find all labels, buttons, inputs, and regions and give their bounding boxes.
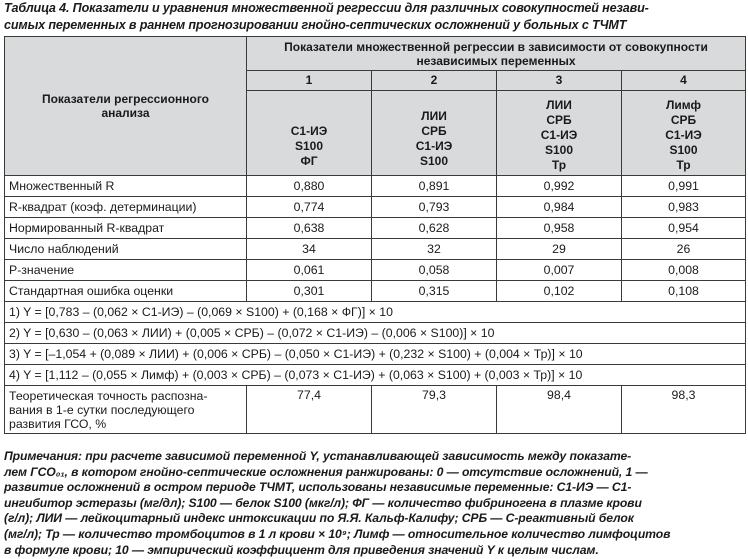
row-value: 0,991 <box>622 176 746 197</box>
row-value: 0,880 <box>247 176 372 197</box>
caption-line-2: симых переменных в раннем прогнозировании гнойно-септических осложнений у больных с ТЧМТ <box>4 18 627 32</box>
col-vars-2-item: С1-ИЭ <box>415 139 453 153</box>
group-header <box>247 37 746 71</box>
col-vars-2-item: ЛИИ <box>421 109 447 123</box>
row-value: 0,992 <box>497 176 622 197</box>
row-value: 0,983 <box>622 197 746 218</box>
col-vars-3 <box>497 91 622 176</box>
table-notes <box>4 449 746 558</box>
notes-line: (мг/л); Тр — количество тромбоцитов в 1 л крови × 10⁹; Лимф — относительное количество лимфоцитов <box>4 526 671 541</box>
left-header <box>5 37 247 176</box>
col-vars-1-item: ФГ <box>300 154 318 168</box>
accuracy-label <box>5 386 247 434</box>
table-row <box>5 239 746 260</box>
col-vars-4-item: Тр <box>676 158 691 172</box>
col-vars-3-item: S100 <box>544 143 574 157</box>
row-value: 0,102 <box>497 281 622 302</box>
notes-line: (г/л); ЛИИ — лейкоцитарный индекс интоксикации по Я.Я. Кальф-Калифу; СРБ — С-реактивный белок <box>4 511 634 526</box>
row-value: 32 <box>372 239 497 260</box>
row-label: Множественный R <box>5 176 247 197</box>
row-value: 0,008 <box>622 260 746 281</box>
col-vars-4-item: С1-ИЭ <box>665 128 702 142</box>
row-label: Число наблюдений <box>5 239 247 260</box>
col-number-2: 2 <box>372 71 497 91</box>
equation-row <box>5 344 746 365</box>
row-value: 0,058 <box>372 260 497 281</box>
equation-row <box>5 365 746 386</box>
equation-1: 1) Y = [0,783 – (0,062 × С1-ИЭ) – (0,069 × S100) + (0,168 × ФГ)] × 10 <box>5 302 746 323</box>
group-header-text: Показатели множественной регрессии в зависимости от совокупности независимых переменных <box>284 39 708 68</box>
col-number-1: 1 <box>247 71 372 91</box>
row-value: 0,007 <box>497 260 622 281</box>
notes-line: ингибитор эстеразы (мг/дл); S100 — белок S100 (мкг/л); ФГ — количество фибриногена в плазме крови <box>4 495 642 510</box>
table-caption <box>4 0 746 34</box>
row-value: 0,984 <box>497 197 622 218</box>
accuracy-label-line: вания в 1-е сутки последующего <box>9 403 195 417</box>
col-vars-3-item: С1-ИЭ <box>540 128 578 142</box>
row-value: 0,958 <box>497 218 622 239</box>
regression-table <box>4 36 746 434</box>
col-vars-2-item: СРБ <box>421 124 447 138</box>
row-value: 0,891 <box>372 176 497 197</box>
caption-line-1: Таблица 4. Показатели и уравнения множественной регрессии для различных совокупностей незави- <box>4 1 649 15</box>
table-row <box>5 197 746 218</box>
row-value: 26 <box>622 239 746 260</box>
row-label: Нормированный R-квадрат <box>5 218 247 239</box>
row-value: 0,315 <box>372 281 497 302</box>
notes-line: Примечания: при расчете зависимой переменной Y, устанавливающей зависимость между показате- <box>4 449 632 463</box>
table-row <box>5 176 746 197</box>
row-value: 0,954 <box>622 218 746 239</box>
col-number-4: 4 <box>622 71 746 91</box>
col-vars-4-item: S100 <box>669 143 698 157</box>
accuracy-value: 98,4 <box>497 386 622 434</box>
col-vars-4-item: СРБ <box>670 113 697 127</box>
row-label: Стандартная ошибка оценки <box>5 281 247 302</box>
equation-row <box>5 302 746 323</box>
col-vars-3-item: Тр <box>551 158 567 172</box>
table-row <box>5 281 746 302</box>
row-value: 0,793 <box>372 197 497 218</box>
notes-line: развитие осложнений в остром периоде ТЧМТ, использованы независимые переменные: С1-ИЭ — С1- <box>4 480 632 495</box>
row-value: 34 <box>247 239 372 260</box>
col-number-3: 3 <box>497 71 622 91</box>
table-row <box>5 218 746 239</box>
row-value: 0,774 <box>247 197 372 218</box>
col-vars-1-item: S100 <box>294 139 324 153</box>
equation-2: 2) Y = [0,630 – (0,063 × ЛИИ) + (0,005 × СРБ) – (0,072 × С1-ИЭ) – (0,006 × S100)] × 10 <box>5 323 746 344</box>
left-header-text: Показатели регрессионного анализа <box>41 92 210 120</box>
row-value: 0,638 <box>247 218 372 239</box>
col-vars-1-item: С1-ИЭ <box>290 124 328 138</box>
accuracy-row <box>5 386 746 434</box>
notes-line: в формуле крови; 10 — эмпирический коэффициент для приведения значений Y к целым числам. <box>4 542 599 557</box>
accuracy-label-line: Теоретическая точность распозна- <box>9 389 208 403</box>
row-value: 0,061 <box>247 260 372 281</box>
accuracy-value: 77,4 <box>247 386 372 434</box>
col-vars-3-item: ЛИИ <box>546 98 572 112</box>
notes-line: лем ГСО₀₁, в котором гнойно-септические осложнения ранжированы: 0 — отсутствие осложнений, 1 — <box>4 464 648 479</box>
row-value: 0,628 <box>372 218 497 239</box>
header-row-group <box>5 37 746 71</box>
equation-4: 4) Y = [1,112 – (0,055 × Лимф) + (0,003 × СРБ) – (0,073 × С1-ИЭ) + (0,063 × S100) + (0,003 × Тр)] × 10 <box>5 365 746 386</box>
row-label: R-квадрат (коэф. детерминации) <box>5 197 247 218</box>
col-vars-1 <box>247 91 372 176</box>
equation-3: 3) Y = [–1,054 + (0,089 × ЛИИ) + (0,006 × СРБ) – (0,050 × С1-ИЭ) + (0,232 × S100) + (0,004 × Тр)] × 10 <box>5 344 746 365</box>
accuracy-value: 98,3 <box>622 386 746 434</box>
row-value: 29 <box>497 239 622 260</box>
row-label: Р-значение <box>5 260 247 281</box>
col-vars-4 <box>622 91 746 176</box>
col-vars-2-item: S100 <box>419 154 449 168</box>
table-row <box>5 260 746 281</box>
col-vars-4-item: Лимф <box>666 98 702 112</box>
col-vars-3-item: СРБ <box>546 113 572 127</box>
accuracy-label-line: развития ГСО, % <box>9 417 107 431</box>
row-value: 0,301 <box>247 281 372 302</box>
equation-row <box>5 323 746 344</box>
accuracy-value: 79,3 <box>372 386 497 434</box>
row-value: 0,108 <box>622 281 746 302</box>
col-vars-2 <box>372 91 497 176</box>
